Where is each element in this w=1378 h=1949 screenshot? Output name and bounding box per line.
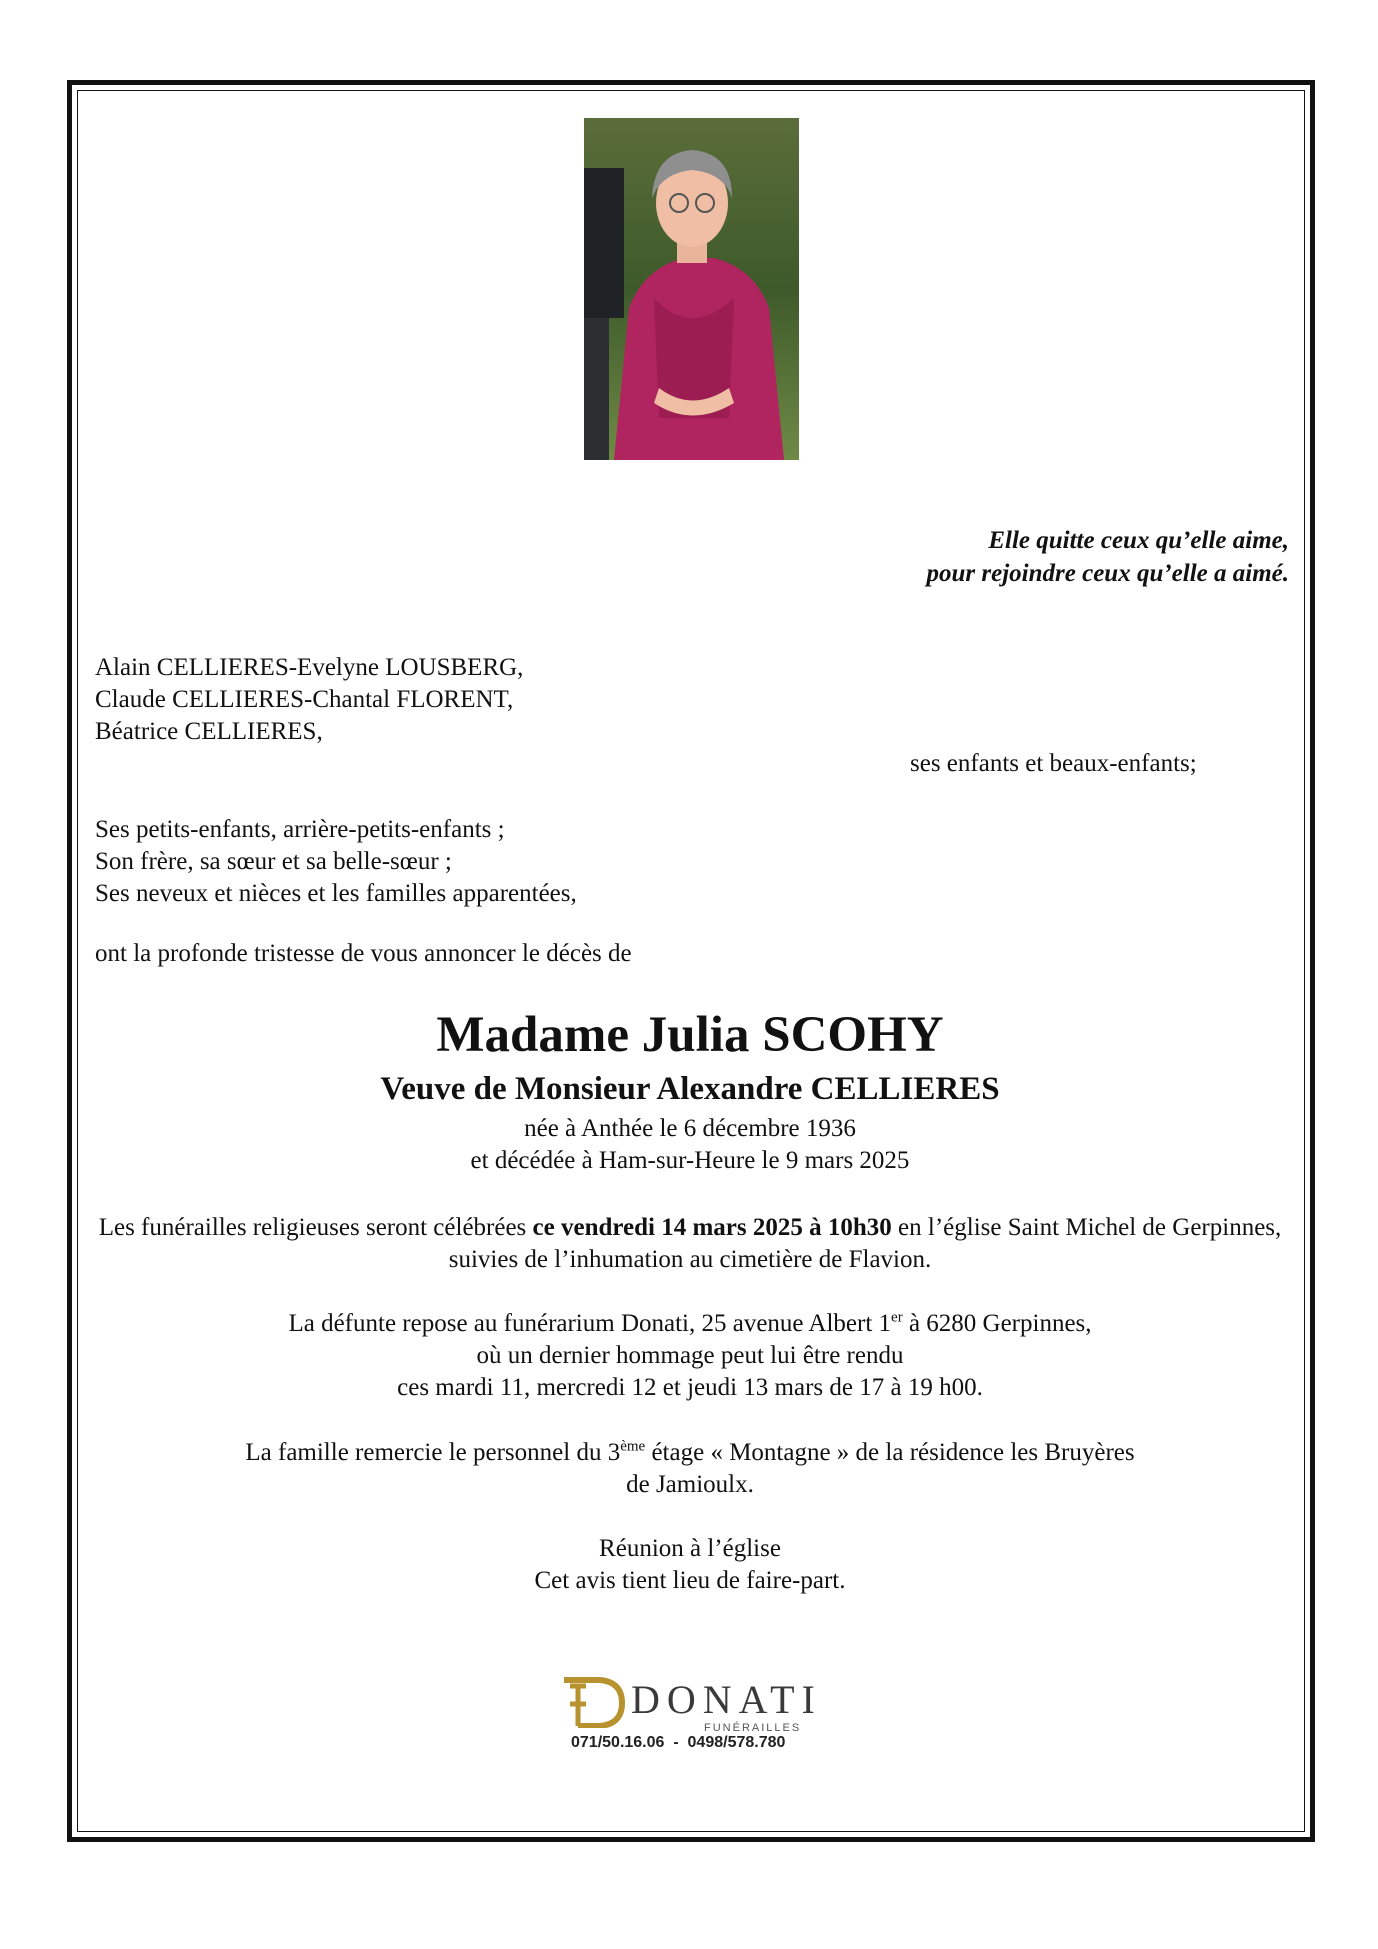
death-line: et décédée à Ham-sur-Heure le 9 mars 2025 [470, 1147, 910, 1174]
quote-line-2: pour rejoindre ceux qu’elle a aimé. [926, 560, 1289, 587]
viewing-address: La défunte repose au funérarium Donati, 25 avenue Albert 1 [288, 1310, 892, 1337]
thanks-text: La famille remercie le personnel du 3 [245, 1439, 621, 1466]
notice-line: Cet avis tient lieu de faire-part. [534, 1567, 846, 1594]
child-name: Alain CELLIERES-Evelyne LOUSBERG, [95, 654, 524, 681]
family-line: Ses petits-enfants, arrière-petits-enfants ; [95, 816, 505, 843]
funeral-details [90, 1212, 1290, 1276]
thanks-note [90, 1437, 1290, 1501]
funeral-date: ce vendredi 14 mars 2025 à 10h30 [532, 1214, 892, 1241]
family-line: Ses neveux et nièces et les familles apparentées, [95, 880, 577, 907]
family-line: Son frère, sa sœur et sa belle-sœur ; [95, 848, 452, 875]
logo-subtitle: FUNÉRAILLES [704, 1722, 802, 1734]
funeral-text: Les funérailles religieuses seront célébrées [98, 1214, 533, 1241]
superscript: er [891, 1309, 903, 1326]
birth-line: née à Anthée le 6 décembre 1936 [524, 1115, 856, 1142]
portrait-photo [584, 118, 799, 460]
viewing-details [90, 1308, 1290, 1404]
superscript: ème [620, 1438, 646, 1455]
child-name: Claude CELLIERES-Chantal FLORENT, [95, 686, 514, 713]
quote-line-1: Elle quitte ceux qu’elle aime, [988, 527, 1289, 554]
children-role: ses enfants et beaux-enfants; [910, 750, 1197, 777]
deceased-name: Madame Julia SCOHY [436, 1007, 944, 1063]
announcement: ont la profonde tristesse de vous annoncer le décès de [95, 940, 632, 967]
extended-family [95, 814, 577, 910]
logo-phones: 071/50.16.06 - 0498/578.780 [571, 1734, 786, 1751]
children-names [95, 652, 523, 748]
donati-logo-icon [556, 1676, 626, 1728]
viewing-city: à 6280 Gerpinnes, [902, 1310, 1092, 1337]
viewing-line-3: ces mardi 11, mercredi 12 et jeudi 13 mars de 17 à 19 h00. [397, 1374, 983, 1401]
funeral-location: en l’église Saint Michel de Gerpinnes, suivies de l’inhumation au cimetière de Flavion. [448, 1214, 1282, 1273]
viewing-line-2: où un dernier hommage peut lui être rendu [476, 1342, 904, 1369]
logo-name: DONATI [631, 1677, 822, 1722]
birth-death-dates [90, 1113, 1290, 1177]
epitaph-quote [589, 524, 1289, 590]
thanks-line-1 [90, 1437, 1290, 1469]
viewing-line-1 [90, 1308, 1290, 1340]
donati-logo [556, 1676, 822, 1760]
child-name: Béatrice CELLIERES, [95, 718, 323, 745]
thanks-line-2: de Jamioulx. [626, 1471, 754, 1498]
widow-of: Veuve de Monsieur Alexandre CELLIERES [380, 1071, 1000, 1107]
meeting-line: Réunion à l’église [599, 1535, 781, 1562]
thanks-text-end: étage « Montagne » de la résidence les Bruyères [645, 1439, 1135, 1466]
closing-note [90, 1533, 1290, 1597]
